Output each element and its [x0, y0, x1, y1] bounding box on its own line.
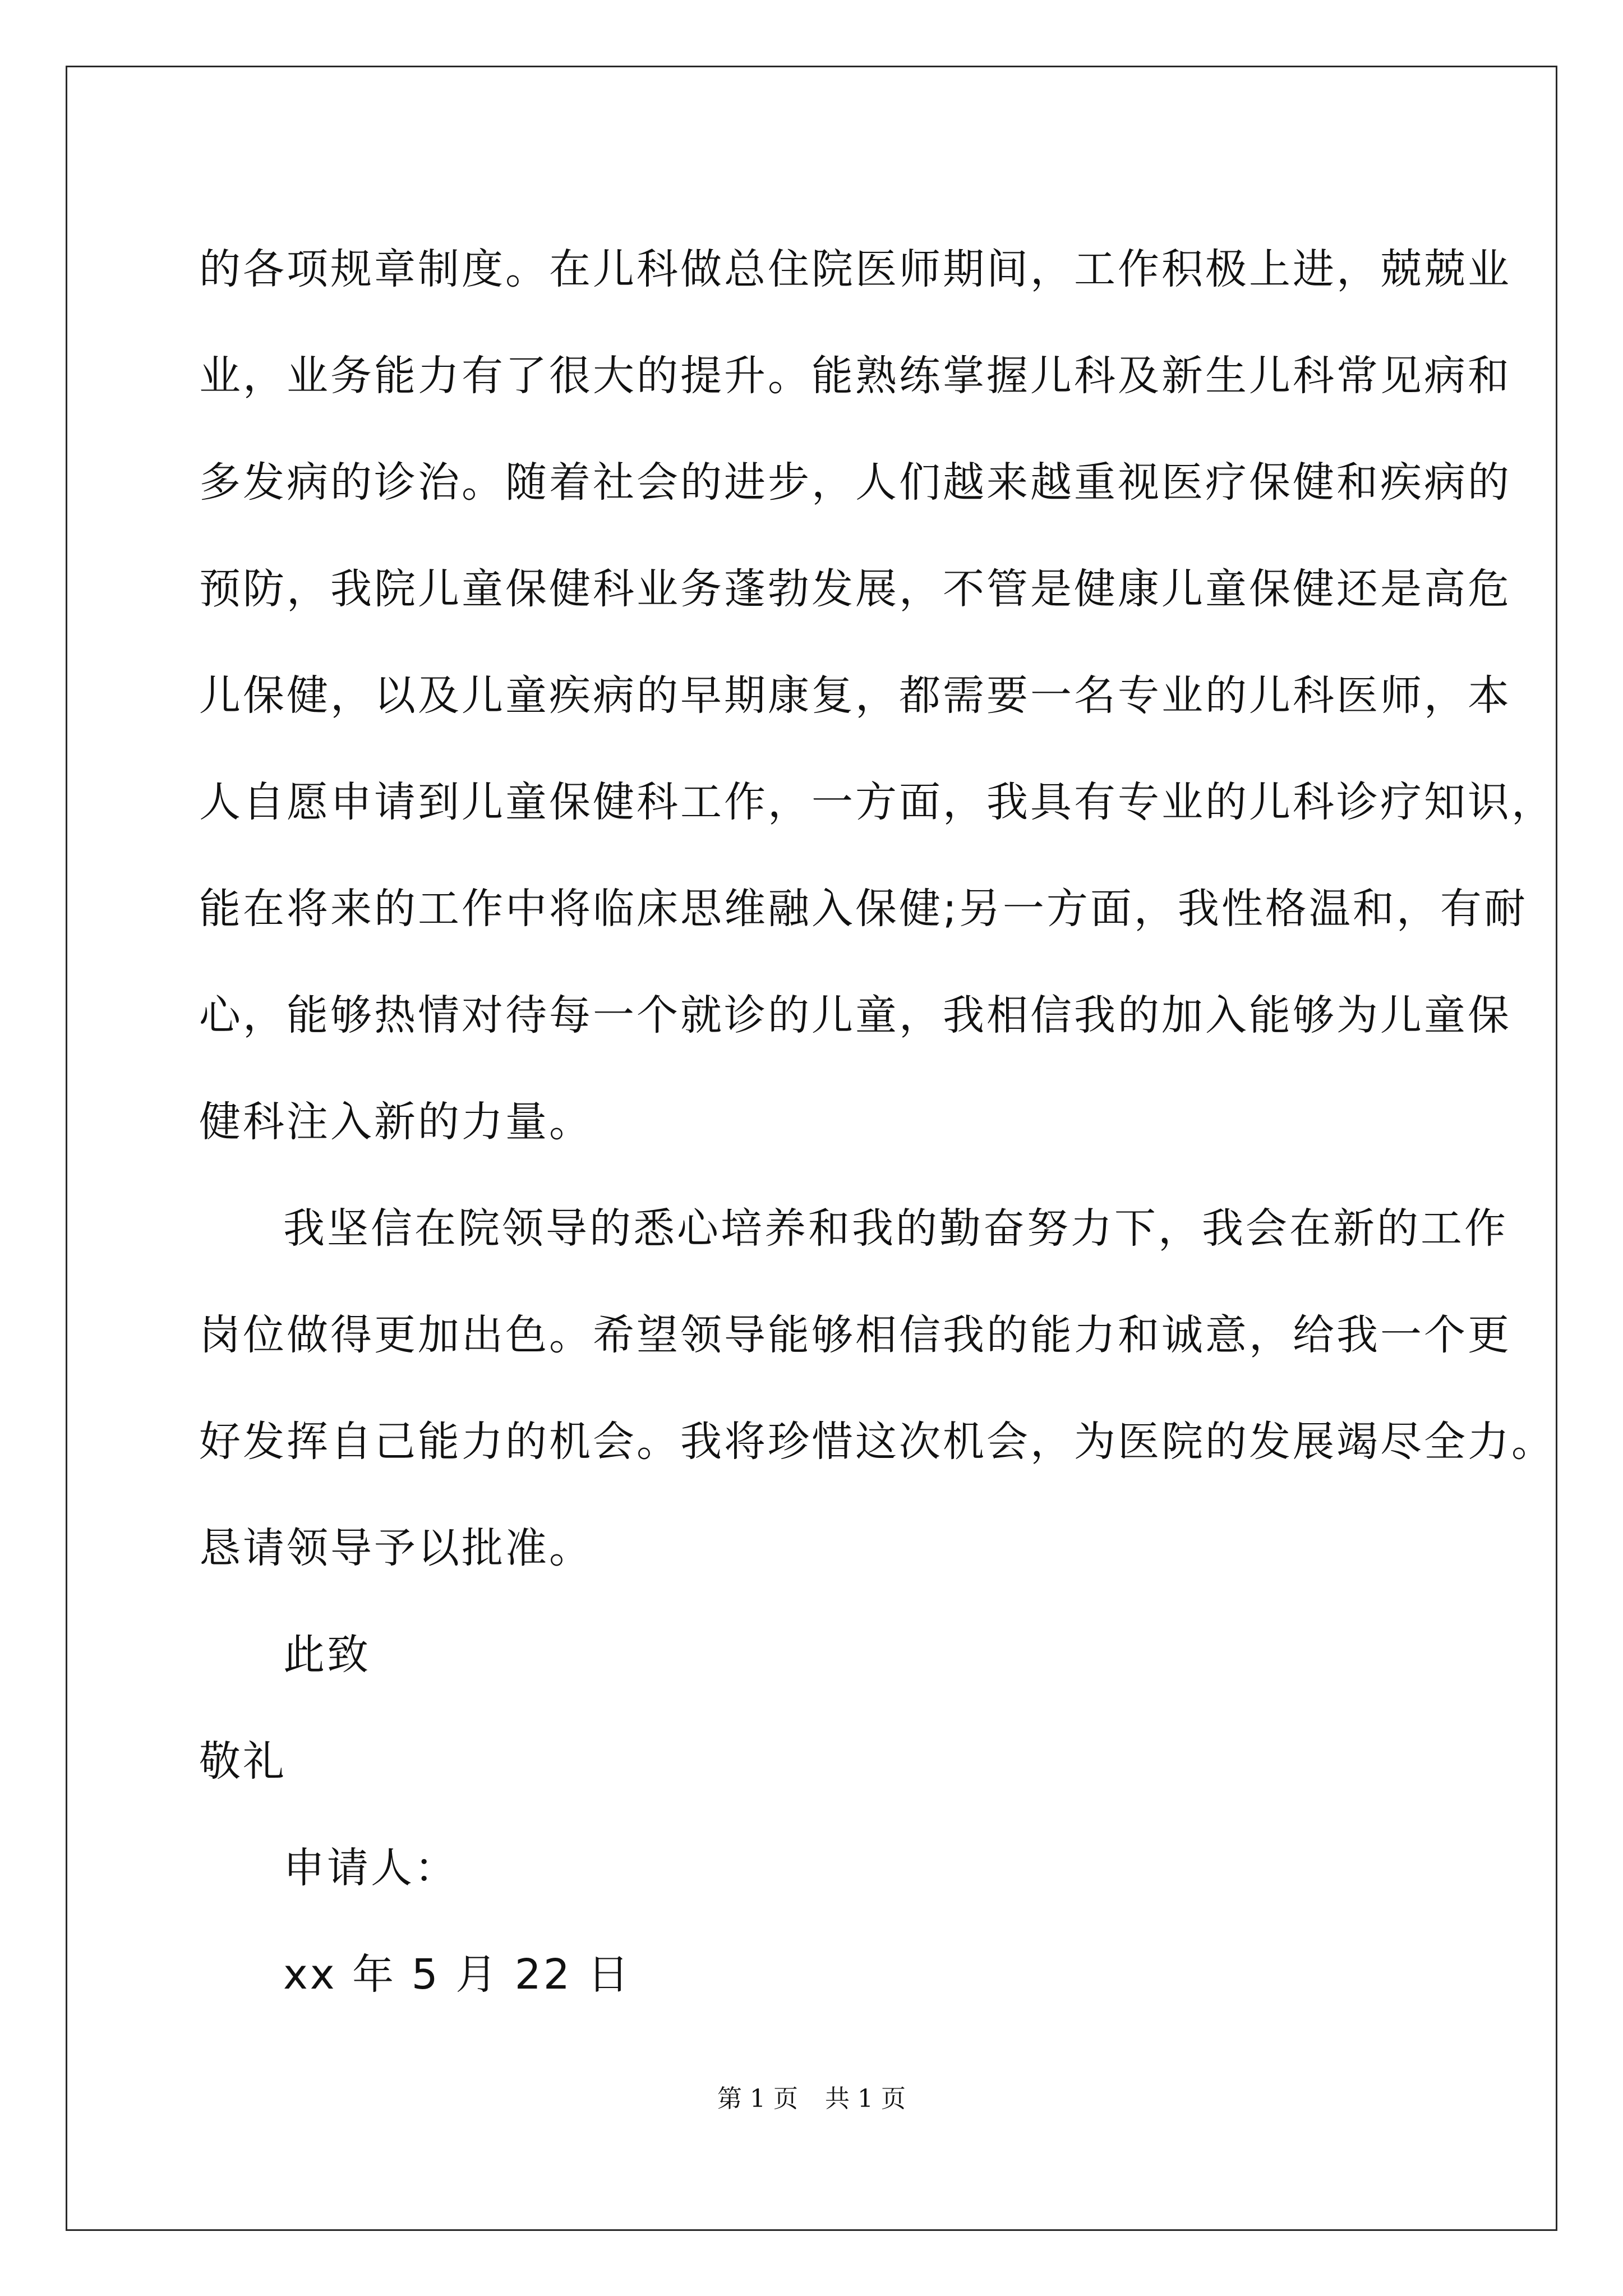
- letter-body: [199, 216, 1555, 2028]
- body-line: 心，能够热情对待每一个就诊的儿童，我相信我的加入能够为儿童保: [199, 991, 1511, 1039]
- body-line: 我坚信在院领导的悉心培养和我的勤奋努力下，我会在新的工作: [283, 1204, 1508, 1253]
- body-line: 多发病的诊治。随着社会的进步，人们越来越重视医疗保健和疾病的: [199, 458, 1511, 507]
- body-line: 好发挥自己能力的机会。我将珍惜这次机会，为医院的发展竭尽全力。: [199, 1418, 1555, 1466]
- body-line: 预防，我院儿童保健科业务蓬勃发展，不管是健康儿童保健还是高危: [199, 565, 1511, 613]
- body-line: 人自愿申请到儿童保健科工作，一方面，我具有专业的儿科诊疗知识，: [199, 778, 1555, 826]
- closing-regards: 敬礼: [199, 1737, 287, 1786]
- page-number-total: 共 1 页: [825, 2085, 906, 2113]
- body-line: 健科注入新的力量。: [199, 1098, 593, 1146]
- body-line: 恳请领导予以批准。: [199, 1524, 593, 1572]
- page-number-current: 第 1 页: [717, 2085, 798, 2113]
- page-footer: [0, 2078, 1623, 2114]
- letter-date: xx 年 5 月 22 日: [283, 1950, 631, 1999]
- applicant-label: 申请人：: [283, 1844, 458, 1892]
- closing-salutation: 此致: [283, 1631, 371, 1679]
- body-line: 能在将来的工作中将临床思维融入保健;另一方面，我性格温和，有耐: [199, 885, 1528, 933]
- body-line: 的各项规章制度。在儿科做总住院医师期间，工作积极上进，兢兢业: [199, 245, 1511, 293]
- body-line: 业，业务能力有了很大的提升。能熟练掌握儿科及新生儿科常见病和: [199, 352, 1511, 400]
- body-line: 儿保健，以及儿童疾病的早期康复，都需要一名专业的儿科医师，本: [199, 671, 1511, 720]
- body-line: 岗位做得更加出色。希望领导能够相信我的能力和诚意，给我一个更: [199, 1311, 1511, 1359]
